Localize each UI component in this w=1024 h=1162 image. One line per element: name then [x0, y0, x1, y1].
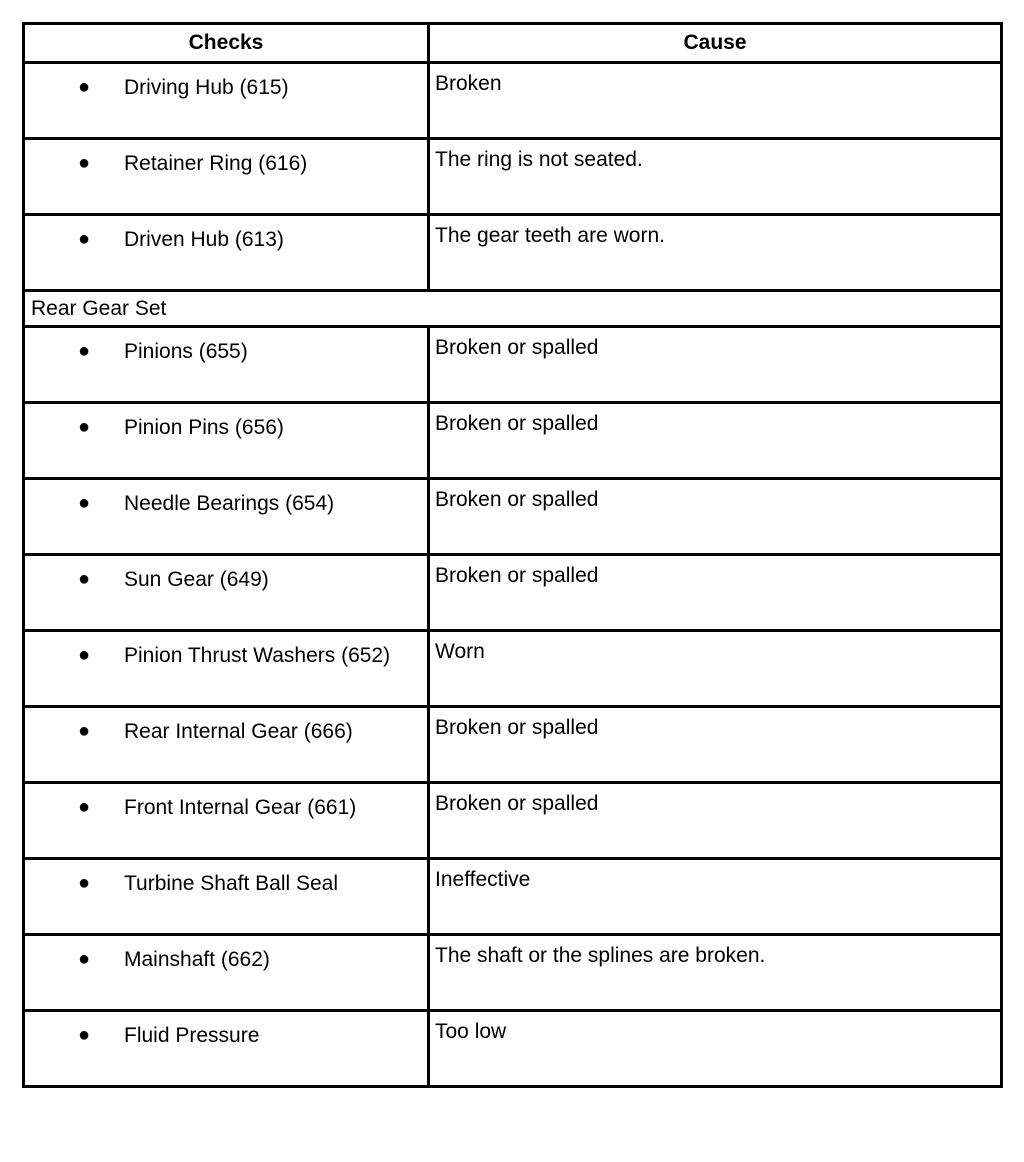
bullet-icon: ● [78, 340, 91, 362]
cause-cell [429, 783, 1002, 859]
cause-text: Ineffective [435, 868, 531, 891]
cause-cell [429, 215, 1002, 291]
bullet-icon: ● [78, 568, 91, 590]
table-row [24, 707, 1002, 783]
bullet-icon: ● [78, 644, 91, 666]
cause-text: Worn [435, 640, 485, 663]
table-row [24, 479, 1002, 555]
check-cell [24, 139, 429, 215]
bullet-icon: ● [78, 720, 91, 742]
table-row [24, 139, 1002, 215]
table-body-group1 [24, 63, 1002, 291]
cause-cell [429, 1011, 1002, 1087]
cause-cell [429, 403, 1002, 479]
cause-text: The gear teeth are worn. [435, 224, 665, 247]
table-row [24, 555, 1002, 631]
check-cell [24, 327, 429, 403]
check-label: Fluid Pressure [124, 1024, 260, 1047]
check-cell [24, 63, 429, 139]
check-cell [24, 1011, 429, 1087]
cause-text: The ring is not seated. [435, 148, 643, 171]
bullet-icon: ● [78, 796, 91, 818]
section-rear-gear-set [24, 291, 1002, 327]
bullet-icon: ● [78, 872, 91, 894]
cause-text: Broken or spalled [435, 412, 599, 435]
checks-header: Checks [24, 24, 429, 63]
cause-cell [429, 63, 1002, 139]
diagnostic-table [22, 22, 1003, 1088]
check-label: Mainshaft (662) [124, 948, 270, 971]
check-label: Pinions (655) [124, 340, 248, 363]
header-row [24, 24, 1002, 63]
section-row [24, 291, 1002, 327]
bullet-icon: ● [78, 228, 91, 250]
bullet-icon: ● [78, 1024, 91, 1046]
cause-cell [429, 139, 1002, 215]
table-row [24, 631, 1002, 707]
check-label: Sun Gear (649) [124, 568, 269, 591]
bullet-icon: ● [78, 416, 91, 438]
table-row [24, 403, 1002, 479]
cause-cell [429, 935, 1002, 1011]
cause-text: Broken or spalled [435, 488, 599, 511]
check-label: Needle Bearings (654) [124, 492, 335, 515]
cause-cell [429, 479, 1002, 555]
check-cell [24, 707, 429, 783]
table-row [24, 935, 1002, 1011]
bullet-icon: ● [78, 152, 91, 174]
check-label: Driving Hub (615) [124, 76, 289, 99]
section-label: Rear Gear Set [24, 291, 1002, 327]
check-label: Driven Hub (613) [124, 228, 284, 251]
cause-text: Broken or spalled [435, 564, 599, 587]
check-label: Pinion Pins (656) [124, 416, 284, 439]
check-cell [24, 631, 429, 707]
check-cell [24, 479, 429, 555]
bullet-icon: ● [78, 948, 91, 970]
cause-cell [429, 327, 1002, 403]
bullet-icon: ● [78, 76, 91, 98]
cause-cell [429, 707, 1002, 783]
check-label: Front Internal Gear (661) [124, 796, 357, 819]
table-row [24, 63, 1002, 139]
cause-cell [429, 555, 1002, 631]
check-cell [24, 859, 429, 935]
check-cell [24, 215, 429, 291]
bullet-icon: ● [78, 492, 91, 514]
table-row [24, 327, 1002, 403]
check-label: Rear Internal Gear (666) [124, 720, 353, 743]
table-body-group2 [24, 327, 1002, 1087]
cause-text: Broken or spalled [435, 716, 599, 739]
check-label: Turbine Shaft Ball Seal [124, 872, 339, 895]
cause-text: Broken or spalled [435, 336, 599, 359]
table-row [24, 859, 1002, 935]
check-cell [24, 555, 429, 631]
check-cell [24, 935, 429, 1011]
cause-text: Broken [435, 72, 502, 95]
cause-text: The shaft or the splines are broken. [435, 944, 766, 967]
check-label: Pinion Thrust Washers (652) [124, 644, 391, 667]
check-cell [24, 403, 429, 479]
check-label: Retainer Ring (616) [124, 152, 308, 175]
table-row [24, 215, 1002, 291]
table-row [24, 783, 1002, 859]
cause-header: Cause [429, 24, 1002, 63]
table-row [24, 1011, 1002, 1087]
cause-text: Broken or spalled [435, 792, 599, 815]
check-cell [24, 783, 429, 859]
cause-cell [429, 631, 1002, 707]
cause-text: Too low [435, 1020, 507, 1043]
cause-cell [429, 859, 1002, 935]
